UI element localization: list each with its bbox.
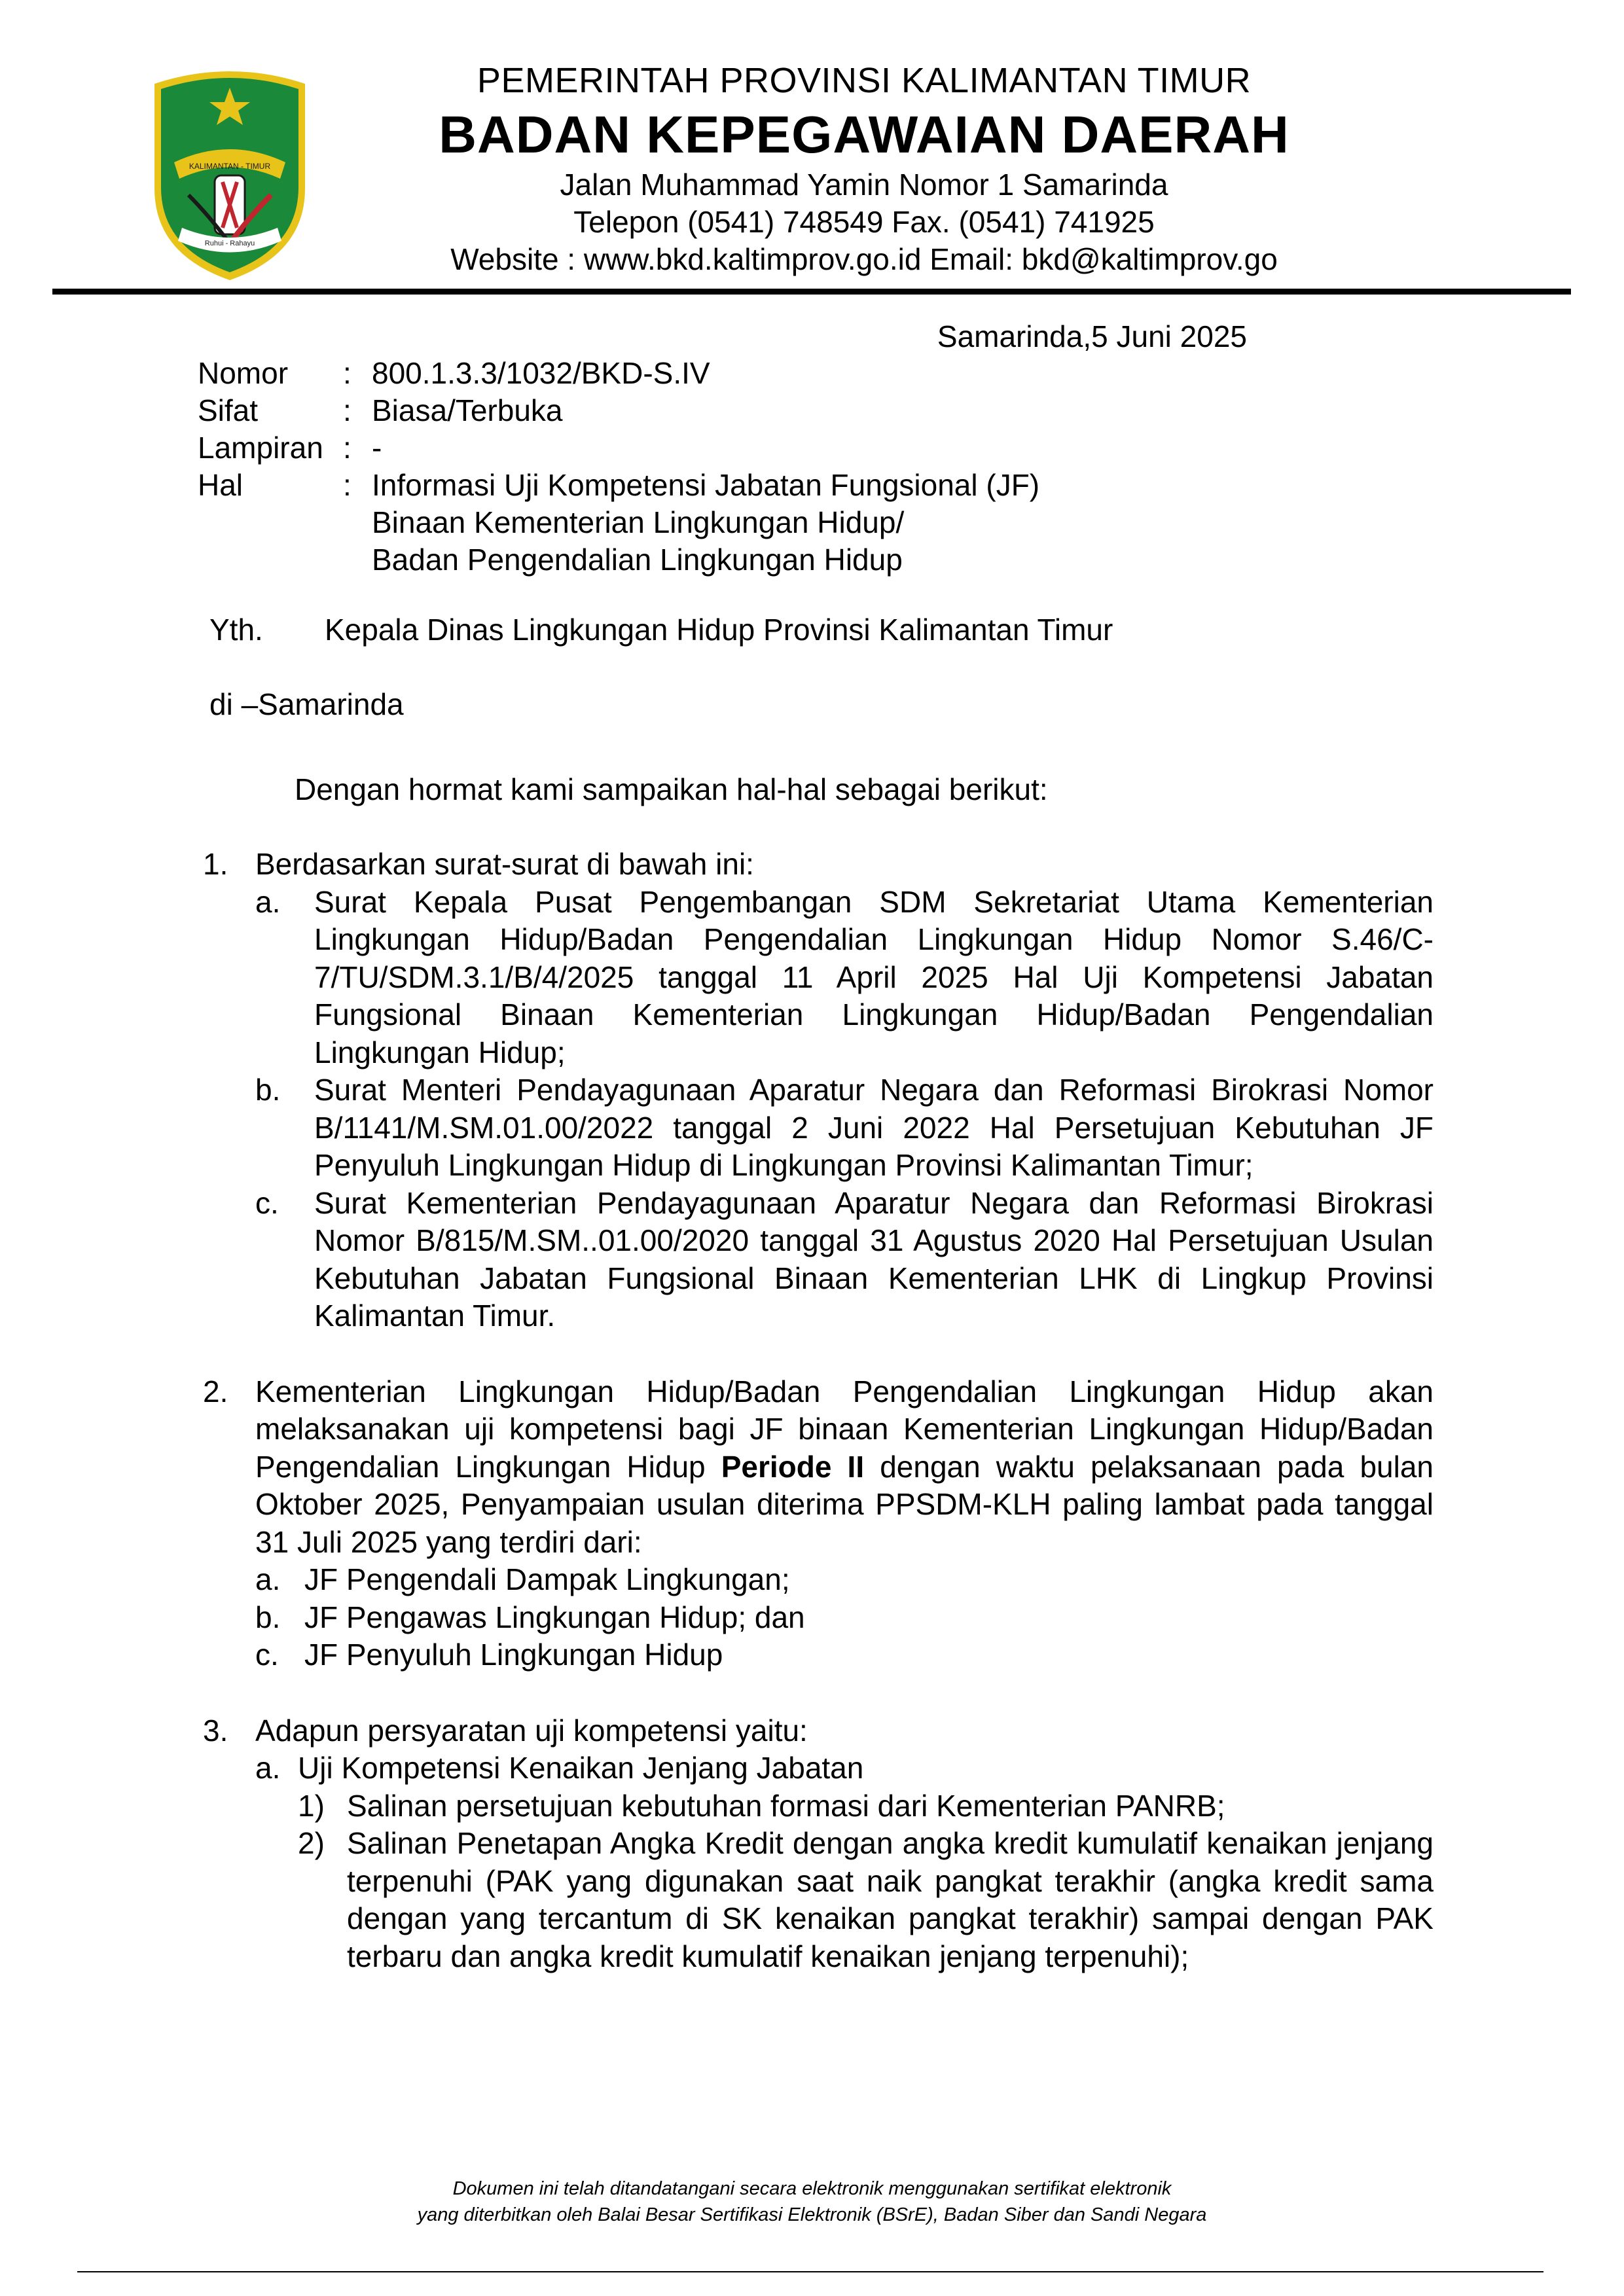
meta-key: Hal [198, 468, 244, 502]
sub-item-letter: c. [255, 1638, 279, 1672]
sub-item-text: Uji Kompetensi Kenaikan Jenjang Jabatan [298, 1751, 864, 1785]
sub-item-text: JF Penyuluh Lingkungan Hidup [304, 1638, 723, 1672]
recipient-name: Kepala Dinas Lingkungan Hidup Provinsi Kalimantan Timur [325, 613, 1113, 647]
meta-key: Sifat [198, 393, 259, 427]
list-item [203, 846, 1434, 884]
meta-colon: : [343, 468, 352, 502]
sub-item [255, 1561, 1434, 1599]
list-item [203, 1712, 1434, 1750]
recipient [209, 611, 1113, 649]
letter-meta [198, 355, 1223, 579]
agency-name: BADAN KEPEGAWAIAN DAERAH [439, 105, 1290, 164]
letter-body [203, 846, 1434, 1975]
sub-item [255, 1185, 1434, 1335]
svg-text:KALIMANTAN - TIMUR: KALIMANTAN - TIMUR [189, 162, 271, 171]
sub-item [255, 1636, 1434, 1674]
meta-row [198, 429, 1223, 467]
meta-value: Informasi Uji Kompetensi Jabatan Fungsional (JF) [372, 468, 1040, 502]
point-number: 1) [298, 1788, 325, 1823]
sub-item [255, 1599, 1434, 1637]
point-text: Salinan Penetapan Angka Kredit dengan angka kredit kumulatif kenaikan jenjang terpenuhi (PAK yang digunakan saat naik pangkat terakhir (angka kredit sama dengan yang tercantum di SK kenaikan pangkat terakhir) sampai dengan PAK terbaru dan angka kredit kumulatif kenaikan jenjang terpenuhi); [347, 1826, 1434, 1973]
letterhead [367, 58, 1362, 278]
meta-key [198, 541, 343, 579]
meta-row [198, 467, 1223, 504]
letterhead-divider [52, 289, 1571, 295]
sub-item-letter: b. [255, 1073, 281, 1107]
sub-item-text: JF Pengendali Dampak Lingkungan; [304, 1562, 790, 1596]
item-text: Berdasarkan surat-surat di bawah ini: [255, 847, 754, 881]
kalimantan-timur-emblem [149, 64, 310, 283]
meta-key: Nomor [198, 356, 289, 390]
item-text-part: dengan waktu pelaksanaan pada bulan Oktober 2025, Penyampaian usulan diterima PPSDM-KLH paling lambat pada tanggal 31 Juli 2025 yang terdiri dari: [255, 1449, 1434, 1559]
meta-key: Lampiran [198, 431, 323, 465]
item-text: Adapun persyaratan uji kompetensi yaitu: [255, 1713, 808, 1748]
requirement-point [298, 1787, 1434, 1825]
footer-line: Dokumen ini telah ditandatangani secara elektronik menggunakan sertifikat elektronik [452, 2178, 1172, 2199]
point-number: 2) [298, 1826, 325, 1860]
meta-value: Badan Pengendalian Lingkungan Hidup [372, 543, 903, 577]
requirement-point [298, 1825, 1434, 1975]
agency-phone: Telepon (0541) 748549 Fax. (0541) 741925 [573, 205, 1155, 239]
footer-line: yang diterbitkan oleh Balai Besar Sertifikasi Elektronik (BSrE), Badan Siber dan Sandi Negara [417, 2204, 1207, 2225]
meta-value: Biasa/Terbuka [372, 393, 563, 427]
meta-value: - [372, 431, 382, 465]
point-text: Salinan persetujuan kebutuhan formasi dari Kementerian PANRB; [347, 1788, 1225, 1823]
agency-contact: Website : www.bkd.kaltimprov.go.id Email: bkd@kaltimprov.go [450, 242, 1278, 276]
meta-colon: : [343, 393, 352, 427]
period-highlight: Periode II [721, 1449, 865, 1484]
meta-row [198, 355, 1223, 392]
meta-row [198, 392, 1223, 429]
sub-item-text: Surat Menteri Pendayagunaan Aparatur Negara dan Reformasi Birokrasi Nomor B/1141/M.SM.01.00/2022 tanggal 2 Juni 2022 Hal Persetujuan Kebutuhan JF Penyuluh Lingkungan Hidup di Lingkungan Provinsi Kalimantan Timur; [314, 1073, 1434, 1182]
meta-colon: : [343, 431, 352, 465]
e-signature-notice [0, 2176, 1624, 2228]
agency-address: Jalan Muhammad Yamin Nomor 1 Samarinda [560, 168, 1168, 202]
item-text-part: Kementerian Lingkungan Hidup/Badan Pengendalian Lingkungan Hidup akan melaksanakan uji kompetensi bagi JF binaan Kementerian Lingkungan Hidup/Badan Pengendalian Lingkungan Hidup [255, 1374, 1434, 1484]
sub-item-text: Surat Kepala Pusat Pengembangan SDM Sekretariat Utama Kementerian Lingkungan Hidup/Badan Pengendalian Lingkungan Hidup Nomor S.46/C-7/TU/SDM.3.1/B/4/2025 tanggal 11 April 2025 Hal Uji Kompetensi Jabatan Fungsional Binaan Kementerian Lingkungan Hidup/Badan Pengendalian Lingkungan Hidup; [314, 884, 1434, 1069]
sub-item-text: Surat Kementerian Pendayagunaan Aparatur Negara dan Reformasi Birokrasi Nomor B/815/M.SM..01.00/2020 tanggal 31 Agustus 2020 Hal Persetujuan Usulan Kebutuhan Jabatan Fungsional Binaan Kementerian LHK di Lingkup Provinsi Kalimantan Timur. [314, 1185, 1434, 1333]
opening-line: Dengan hormat kami sampaikan hal-hal sebagai berikut: [295, 772, 1048, 806]
meta-colon [343, 504, 372, 541]
footer-divider [77, 2271, 1543, 2272]
letter-date: Samarinda,5 Juni 2025 [937, 319, 1247, 353]
svg-text:Ruhui - Rahayu: Ruhui - Rahayu [204, 240, 255, 247]
meta-value: 800.1.3.3/1032/BKD-S.IV [372, 356, 710, 390]
meta-key [198, 504, 343, 541]
sub-item-letter: a. [255, 1562, 281, 1596]
sub-item-letter: a. [255, 1751, 281, 1785]
sub-item [255, 1071, 1434, 1185]
government-name: PEMERINTAH PROVINSI KALIMANTAN TIMUR [477, 61, 1252, 100]
sub-item [255, 884, 1434, 1072]
meta-row [198, 504, 1223, 541]
item-text [255, 1373, 1434, 1562]
meta-value: Binaan Kementerian Lingkungan Hidup/ [372, 505, 905, 539]
meta-colon [343, 541, 372, 579]
meta-row [198, 541, 1223, 579]
item-number: 1. [203, 847, 228, 881]
meta-colon: : [343, 356, 352, 390]
sub-item-letter: a. [255, 884, 281, 919]
item-number: 3. [203, 1713, 228, 1748]
item-number: 2. [203, 1374, 228, 1408]
sub-item-text: JF Pengawas Lingkungan Hidup; dan [304, 1600, 805, 1634]
list-item [203, 1373, 1434, 1562]
recipient-place: di –Samarinda [209, 687, 404, 721]
recipient-label: Yth. [209, 613, 263, 647]
sub-item [255, 1749, 1434, 1787]
sub-item-letter: b. [255, 1600, 281, 1634]
sub-item-letter: c. [255, 1185, 279, 1220]
